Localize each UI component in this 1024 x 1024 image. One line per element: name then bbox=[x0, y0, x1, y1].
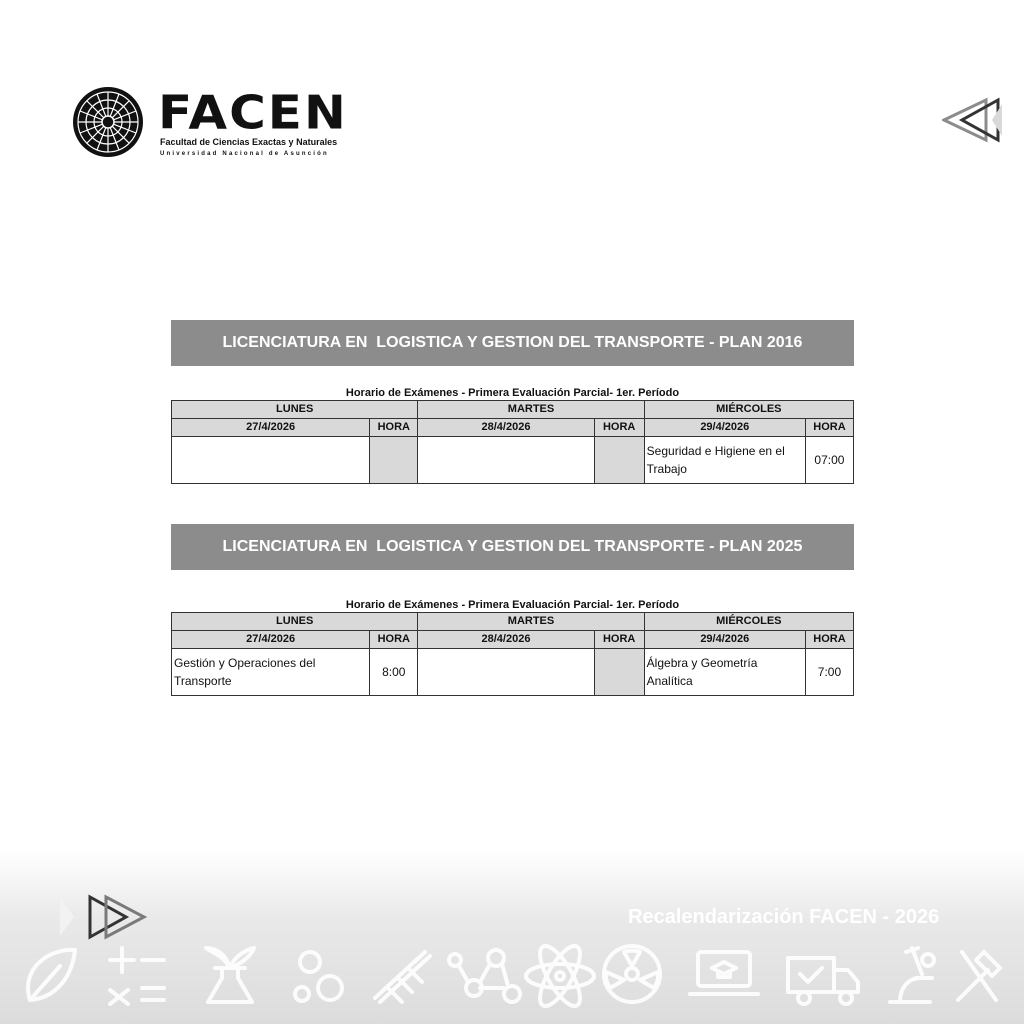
lunes-subject-cell bbox=[172, 437, 370, 484]
science-icons-row bbox=[0, 938, 1024, 1008]
martes-hora-cell bbox=[594, 437, 644, 484]
tools-icon bbox=[958, 952, 1000, 1000]
gears-icon bbox=[295, 952, 342, 1001]
double-left-triangle-icon[interactable] bbox=[942, 96, 1002, 146]
table-row bbox=[172, 649, 854, 696]
flower-emblem-icon bbox=[72, 86, 144, 158]
date-header-martes: 28/4/2026 bbox=[418, 631, 594, 649]
leaf-icon bbox=[28, 950, 75, 1000]
microscope-icon bbox=[890, 948, 934, 1002]
math-operators-icon bbox=[110, 948, 164, 1004]
hora-header: HORA bbox=[594, 631, 644, 649]
lunes-subject-cell: Gestión y Operaciones del Transporte bbox=[172, 649, 370, 696]
logo-university-name: Universidad Nacional de Asunción bbox=[160, 151, 329, 157]
atom-icon bbox=[526, 941, 594, 1008]
lunes-hora-cell bbox=[370, 437, 418, 484]
double-right-triangle-icon[interactable] bbox=[60, 892, 150, 942]
program-banner: LICENCIATURA EN LOGISTICA Y GESTION DEL TRANSPORTE - PLAN 2016 bbox=[171, 320, 854, 366]
miercoles-hora-cell: 07:00 bbox=[805, 437, 853, 484]
date-header-martes: 28/4/2026 bbox=[418, 419, 594, 437]
date-header-miercoles: 29/4/2026 bbox=[644, 631, 805, 649]
footer-title: Recalendarización FACEN - 2026 bbox=[628, 906, 940, 928]
day-header-martes: MARTES bbox=[418, 613, 644, 631]
laptop-graduation-icon bbox=[690, 952, 758, 994]
day-header-miercoles: MIÉRCOLES bbox=[644, 613, 853, 631]
exam-schedule-table bbox=[171, 400, 854, 484]
hora-header: HORA bbox=[805, 631, 853, 649]
plan-2025-section bbox=[171, 524, 854, 696]
exam-schedule-table bbox=[171, 612, 854, 696]
miercoles-hora-cell: 7:00 bbox=[805, 649, 853, 696]
lunes-hora-cell: 8:00 bbox=[370, 649, 418, 696]
logo-faculty-name: Facultad de Ciencias Exactas y Naturales bbox=[160, 137, 338, 147]
date-header-lunes: 27/4/2026 bbox=[172, 419, 370, 437]
day-header-martes: MARTES bbox=[418, 401, 644, 419]
day-header-lunes: LUNES bbox=[172, 613, 418, 631]
miercoles-subject-cell: Seguridad e Higiene en el Trabajo bbox=[644, 437, 805, 484]
delivery-truck-icon bbox=[788, 958, 858, 1004]
plant-flask-icon bbox=[206, 948, 254, 1002]
martes-subject-cell bbox=[418, 649, 594, 696]
radiation-icon bbox=[604, 946, 660, 1002]
martes-hora-cell bbox=[594, 649, 644, 696]
table-title: Horario de Exámenes - Primera Evaluación Parcial- 1er. Período bbox=[345, 599, 680, 611]
hora-header: HORA bbox=[805, 419, 853, 437]
table-row bbox=[172, 437, 854, 484]
logo-wordmark: FACEN bbox=[158, 86, 348, 140]
date-header-miercoles: 29/4/2026 bbox=[644, 419, 805, 437]
day-header-miercoles: MIÉRCOLES bbox=[644, 401, 853, 419]
miercoles-subject-cell: Álgebra y Geometría Analítica bbox=[644, 649, 805, 696]
date-header-lunes: 27/4/2026 bbox=[172, 631, 370, 649]
table-title: Horario de Exámenes - Primera Evaluación Parcial- 1er. Período bbox=[345, 387, 680, 399]
plan-2016-section bbox=[171, 320, 854, 484]
dna-icon bbox=[375, 952, 430, 1002]
martes-subject-cell bbox=[418, 437, 594, 484]
hora-header: HORA bbox=[370, 419, 418, 437]
program-banner: LICENCIATURA EN LOGISTICA Y GESTION DEL TRANSPORTE - PLAN 2025 bbox=[171, 524, 854, 570]
day-header-lunes: LUNES bbox=[172, 401, 418, 419]
molecule-icon bbox=[449, 950, 520, 1002]
hora-header: HORA bbox=[370, 631, 418, 649]
hora-header: HORA bbox=[594, 419, 644, 437]
